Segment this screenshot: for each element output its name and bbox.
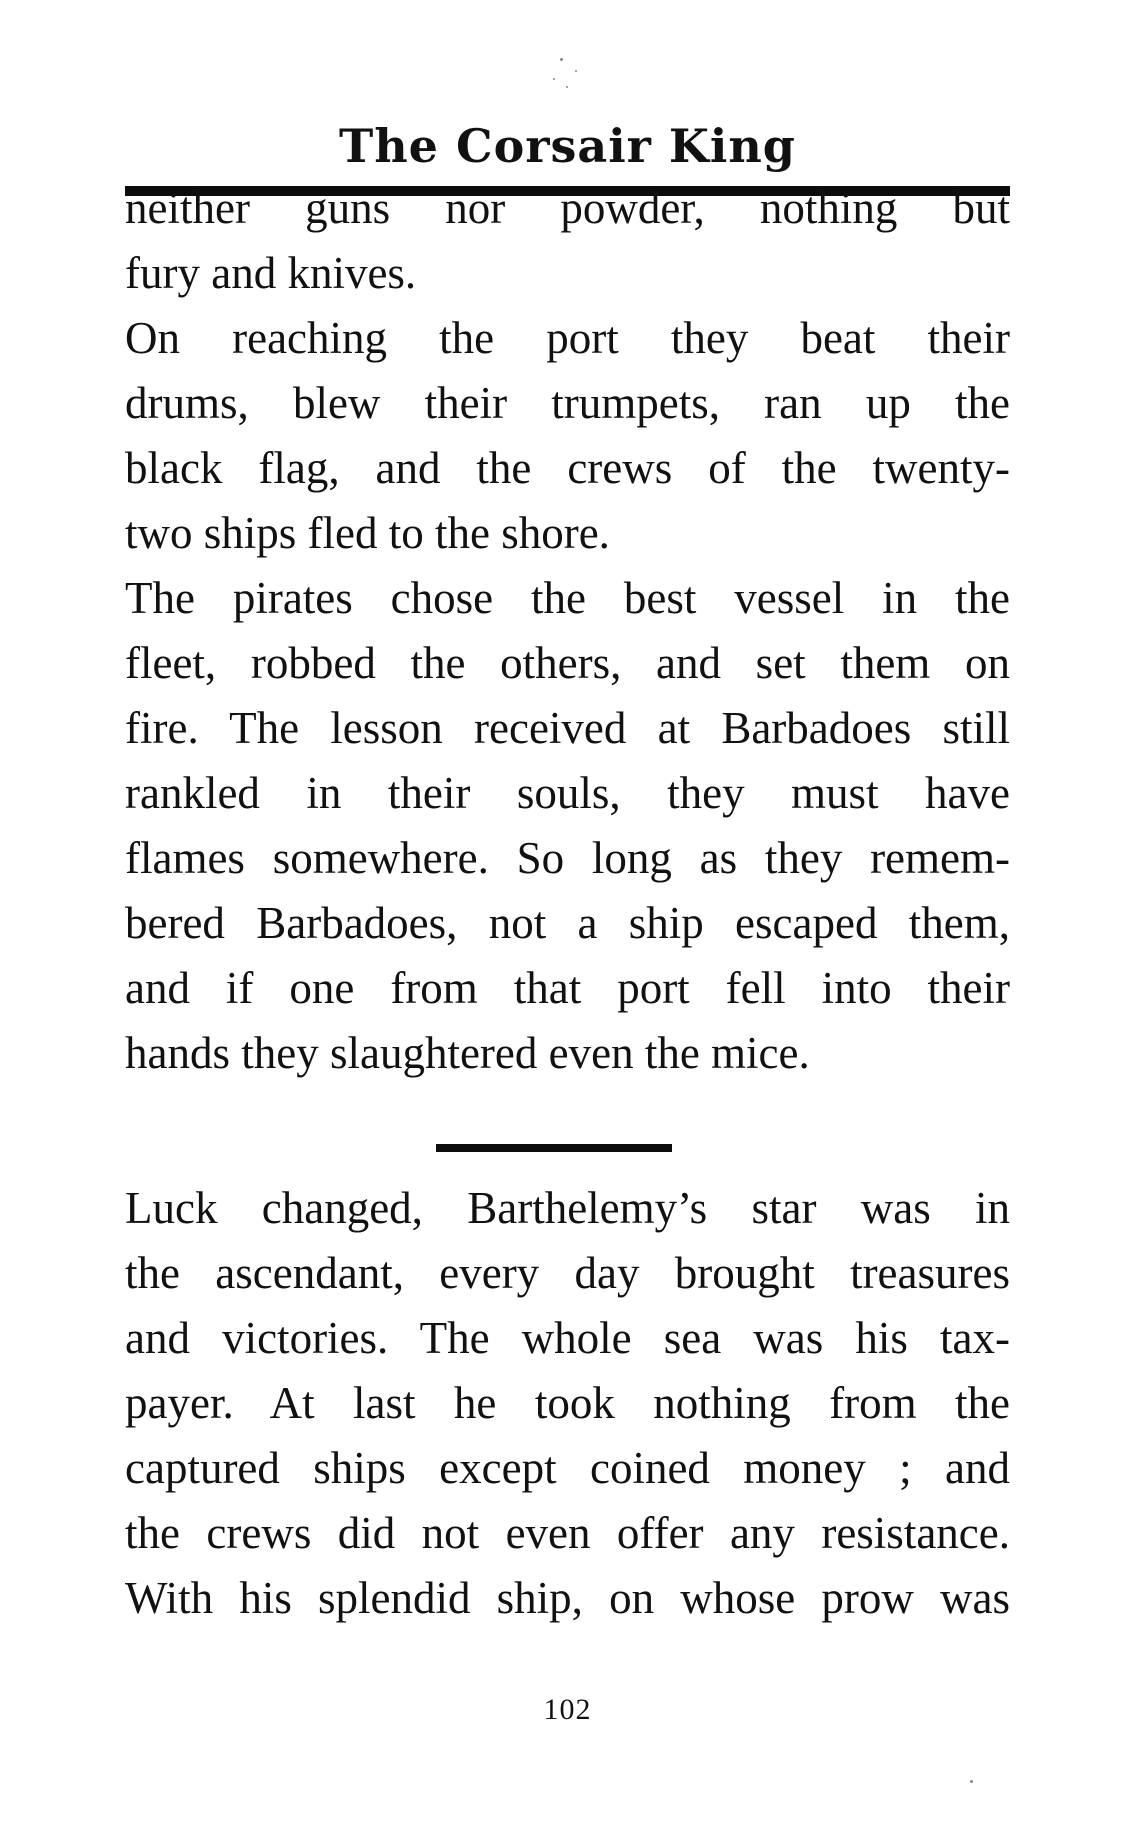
paper-speck (566, 86, 568, 88)
text-line: flames somewhere. So long as they remem- (125, 833, 1010, 883)
paper-speck (575, 70, 577, 72)
text-line: drums, blew their trumpets, ran up the (125, 378, 1010, 428)
paper-speck (970, 1780, 973, 1783)
section-break-rule (436, 1144, 672, 1152)
text-line: the crews did not even offer any resistance. (125, 1508, 1010, 1558)
text-line: bered Barbadoes, not a ship escaped them, (125, 898, 1010, 948)
text-line: two ships fled to the shore. (125, 508, 610, 558)
text-block-lower (125, 1176, 1010, 1631)
text-line: captured ships except coined money ; and (125, 1443, 1010, 1493)
text-line: hands they slaughtered even the mice. (125, 1028, 810, 1078)
text-line: fire. The lesson received at Barbadoes still (125, 703, 1010, 753)
text-line: and victories. The whole sea was his tax- (125, 1313, 1010, 1363)
text-line: neither guns nor powder, nothing but (125, 183, 1010, 233)
text-line: On reaching the port they beat their (125, 313, 1010, 363)
text-line: and if one from that port fell into their (125, 963, 1010, 1013)
text-line: payer. At last he took nothing from the (125, 1378, 1010, 1428)
text-line: fury and knives. (125, 248, 417, 298)
text-line: The pirates chose the best vessel in the (125, 573, 1010, 623)
text-line: Luck changed, Barthelemy’s star was in (125, 1183, 1010, 1233)
text-line: the ascendant, every day brought treasures (125, 1248, 1010, 1298)
text-line: With his splendid ship, on whose prow was (125, 1573, 1010, 1623)
text-line: black flag, and the crews of the twenty- (125, 443, 1010, 493)
running-head: The Corsair King (339, 119, 796, 173)
text-line: fleet, robbed the others, and set them on (125, 638, 1010, 688)
text-block-upper (125, 176, 1010, 1086)
page-number: 102 (543, 1693, 592, 1726)
text-line: rankled in their souls, they must have (125, 768, 1010, 818)
paper-speck (560, 58, 563, 61)
paper-speck (553, 78, 555, 80)
